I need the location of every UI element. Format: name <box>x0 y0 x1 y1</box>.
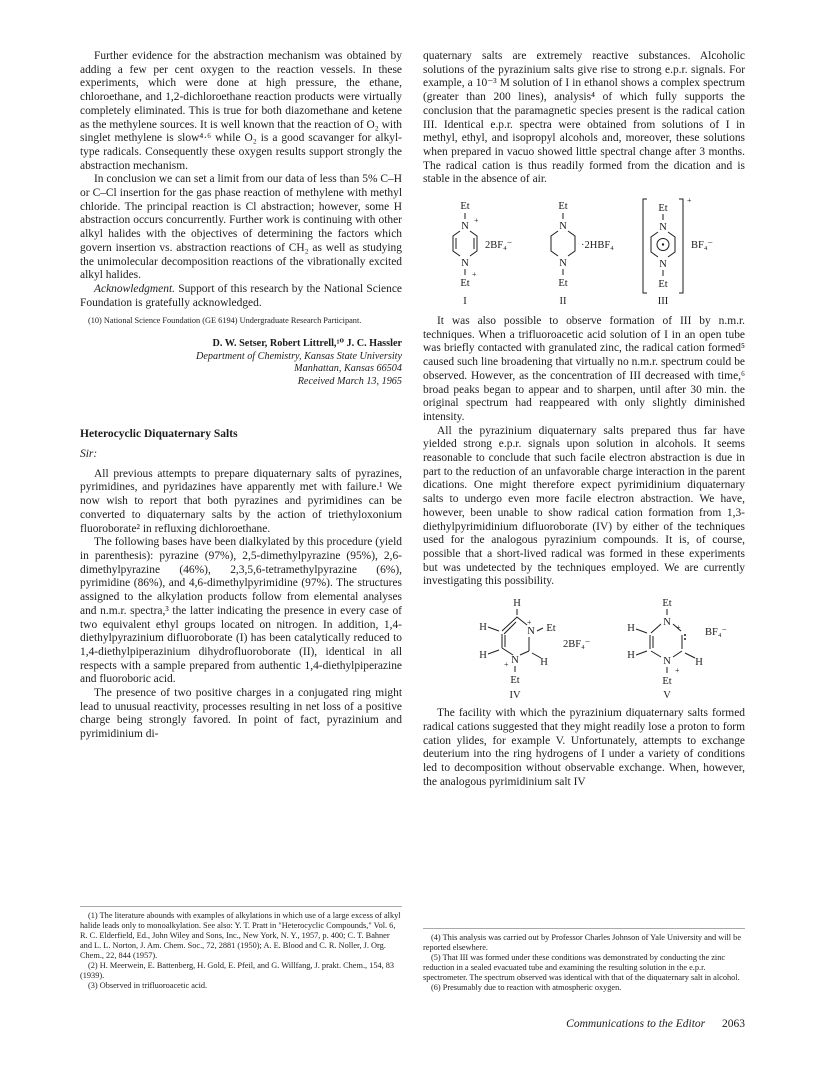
footnote: (6) Presumably due to reaction with atmospheric oxygen. <box>431 983 622 992</box>
svg-text:H: H <box>627 650 635 662</box>
svg-text:Et: Et <box>510 675 520 687</box>
svg-text:N: N <box>559 258 567 270</box>
svg-text:BF₄⁻: BF₄⁻ <box>705 627 728 639</box>
paragraph: Further evidence for the abstraction mechanism was obtained by adding a few per cent oxygen to the reaction vessels. In these experiments, which were done at high pressure, the ethane, chloroethane, and 1,2-dichloroethane reaction products were virtually completely eliminated. This is true for both diazomethane and ketene as the methylene sources. It is well known that the reaction of O₂ with singlet methylene is slow⁴·⁶ while O₂ is a good scavanger for alkyl-type radicals. Consequently these oxygen results support strongly the abstraction mechanism. <box>80 50 402 172</box>
svg-text:Et: Et <box>558 201 568 213</box>
svg-text:+: + <box>675 666 680 676</box>
affiliation: Department of Chemistry, Kansas State University <box>196 350 402 362</box>
right-footnotes <box>423 928 745 993</box>
svg-text:I: I <box>463 296 467 308</box>
svg-text:Et: Et <box>460 278 470 290</box>
structures-figure-2 <box>423 595 745 703</box>
structures-figure-1 <box>423 193 745 311</box>
svg-text:Et: Et <box>658 279 668 291</box>
svg-text:N: N <box>663 617 671 629</box>
svg-text:H: H <box>479 650 487 662</box>
svg-text:+: + <box>676 623 681 633</box>
svg-text:H: H <box>695 657 703 669</box>
svg-text:·2HBF₄: ·2HBF₄ <box>581 240 614 252</box>
svg-text:N: N <box>663 656 671 668</box>
svg-text:III: III <box>657 296 669 308</box>
svg-text:Et: Et <box>558 278 568 290</box>
structure-IV <box>479 598 590 701</box>
footnote: (2) H. Meerwein, E. Battenberg, H. Gold, E. Pfeil, and G. Willfang, J. prakt. Chem., 154, 83 (1939). <box>80 961 395 980</box>
footnote: (10) National Science Foundation (GE 6194) Undergraduate Research Participant. <box>88 316 362 326</box>
svg-text:+: + <box>474 216 479 226</box>
svg-text:N: N <box>659 222 667 234</box>
svg-text:+: + <box>687 196 692 206</box>
footnote: (1) The literature abounds with examples of alkylations in which use of a large excess of alkyl halide leads only to monoalkylation. See also: Y. T. Pratt in "Heterocyclic Compounds," Vol. 6, R. C. Elderfield, Ed., John Wiley and Sons, Inc., New York, N. Y., 1957, p. 400; C. T. Bahner and L. L. Norton, J. Am. Chem. Soc., 72, 2881 (1950); A. E. Blood and C. R. Noller, J. Org. Chem., 22, 844 (1957). <box>80 911 401 960</box>
acknowledgment <box>80 283 402 310</box>
footnote: (4) This analysis was carried out by Professor Charles Johnson of Yale University and will be reported elsewhere. <box>423 933 742 952</box>
affiliation-city: Manhattan, Kansas 66504 <box>294 363 402 375</box>
paragraph: quaternary salts are extremely reactive substances. Alcoholic solutions of the pyrazinium salts give rise to strong e.p.r. signals. For example, a 10⁻³ M solution of I in ethanol shows a complex spectrum (greater than 200 lines), analysis⁴ of which fully supports the conclusion that the paramagnetic species present is the radical cation III. Identical e.p.r. spectra were obtained from solutions of I in methyl, ethyl, and isopropyl alcohols and, moreover, these solutions when prepared in vacuo showed little spectral change after 3 months. The radical cation is thus readily formed from the dication and is stable in the absence of air. <box>423 50 745 186</box>
svg-text:N: N <box>659 259 667 271</box>
structure-V <box>627 598 727 701</box>
paragraph: The facility with which the pyrazinium diquaternary salts formed radical cations suggested that they might readily lose a proton to form cation ylides, for example V. Unfortunately, attempts to exchange deuterium into the ring hydrogens of I under a variety of conditions led to decomposition without observable exchange. When, however, the analogous pyrimidinium salt IV <box>423 707 745 788</box>
paragraph: All previous attempts to prepare diquaternary salts of pyrazines, pyrimidines, and pyridazines have apparently met with failure.¹ We now wish to report that both pyrazines and pyrimidines can be converted to diquaternary salts by the action of triethyloxonium fluoroborate² in refluxing dichloroethane. <box>80 467 402 535</box>
svg-text:II: II <box>559 296 567 308</box>
left-footnotes <box>80 906 402 991</box>
svg-text:N: N <box>527 626 535 638</box>
svg-text:Et: Et <box>460 201 470 213</box>
section-title: Heterocyclic Diquaternary Salts <box>80 428 238 441</box>
salutation: Sir: <box>80 448 98 461</box>
authors: D. W. Setser, Robert Littrell,¹⁰ J. C. Hassler <box>212 338 402 350</box>
left-column <box>80 50 402 742</box>
journal-section-title: Communications to the Editor <box>566 1018 706 1030</box>
svg-text:H: H <box>513 598 521 610</box>
paragraph: In conclusion we can set a limit from our data of less than 5% C–H or C–Cl insertion for the gas phase reaction of methylene with methyl chloride. The principal reaction is Cl abstraction; however, some H abstraction occurs concurrently. Further work is continuing with other alkyl halides with the objectives of determining the factors which govern insertion vs. abstraction reactions of CH₂ as well as studying the unimolecular decomposition reactions of the vibrationally excited alkyl halides. <box>80 173 402 282</box>
svg-text:Et: Et <box>546 623 556 635</box>
svg-text:+: + <box>504 660 509 670</box>
structure-III <box>643 196 713 307</box>
footnote: (5) That III was formed under these conditions was demonstrated by conducting the zinc reduction in a sealed evacuated tube and examining the resulting solution in the e.p.r. spectrometer. The spectrum observed was identical with that of the diquaternary salt in alcohol. <box>423 953 740 982</box>
acknowledgment-text: Support of this research by the National Science Foundation is gratefully acknowledged. <box>80 282 402 309</box>
footnote: (3) Observed in trifluoroacetic acid. <box>88 981 208 990</box>
page-footer <box>566 1018 745 1030</box>
svg-text:N: N <box>511 655 519 667</box>
svg-text:Et: Et <box>662 676 672 688</box>
svg-text:+: + <box>527 618 532 628</box>
received-date: Received March 13, 1965 <box>297 375 402 387</box>
svg-text:IV: IV <box>509 690 521 702</box>
acknowledgment-label: Acknowledgment. <box>94 282 175 295</box>
svg-text:N: N <box>461 221 469 233</box>
paragraph: The following bases have been dialkylated by this procedure (yield in parenthesis): pyrazine (97%), 2,5-dimethylpyrazine (95%), 2,6-dimethylpyrazine (46%), 2,3,5,6-tetramethylpyrazine (6%), pyrimidine (86%), and 4,6-dimethylpyrimidine (97%). The structures assigned to the alkylation products follow from elemental analyses and n.m.r. spectra,³ the latter indicating the presence in every case of two equivalent ethyl groups located on nitrogen. In addition, 1,4-diethylpyrazinium difluoroborate (I) has been catalytically reduced to 1,4-diethylpiperazinium dihydrofluoroborate (II), identical in all respects with a sample prepared from authentic 1,4-diethylpiperazine and fluoroboric acid. <box>80 536 402 686</box>
svg-text:2BF₄⁻: 2BF₄⁻ <box>563 639 591 651</box>
svg-text:V: V <box>663 690 671 702</box>
svg-text:N: N <box>461 258 469 270</box>
svg-text:Et: Et <box>658 203 668 215</box>
svg-text:H: H <box>540 657 548 669</box>
paragraph: It was also possible to observe formation of III by n.m.r. techniques. When a trifluoroacetic acid solution of I in an open tube was briefly contacted with granulated zinc, the radical cation formed⁵ caused such line broadening that virtually no n.m.r. spectrum could be observed. However, as the concentration of III decreased with time,⁶ broad peaks began to appear and to sharpen, until after 30 min. the original spectrum had reappeared with only slightly diminished intensity. <box>423 315 745 423</box>
svg-text:H: H <box>479 622 487 634</box>
structure-II <box>551 201 614 307</box>
author-block <box>80 338 402 388</box>
page-number: 2063 <box>722 1018 745 1030</box>
svg-text:Et: Et <box>662 598 672 610</box>
right-column <box>423 50 745 789</box>
svg-text:H: H <box>627 623 635 635</box>
svg-text:2BF₄⁻: 2BF₄⁻ <box>485 240 513 252</box>
svg-text:+: + <box>472 270 477 280</box>
paragraph: All the pyrazinium diquaternary salts prepared thus far have yielded strong e.p.r. signals upon solution in alcohols. It seems reasonable to conclude that such facile electron abstraction is due in part to the reduction of an unfavorable charge interaction in the parent dications. One might therefore expect pyrimidinium diquaternary salts to undergo even more facile electron abstraction. We have, however, been unable to show radical cation formation from 1,3-diethylpyrimidinium difluoroborate (IV) by either of the techniques used for the analogous pyrazinium compounds. It is, of course, possible that a short-lived radical was formed in these experiments but was undetected by the techniques employed. We are currently investigating this possibility. <box>423 424 745 588</box>
paragraph: The presence of two positive charges in a conjugated ring might lead to unusual reactivity, processes resulting in net loss of a positive charge being strongly favored. In point of fact, pyrazinium and pyrimidinium di- <box>80 687 402 741</box>
svg-text:N: N <box>559 221 567 233</box>
structure-I <box>453 201 512 307</box>
svg-text:BF₄⁻: BF₄⁻ <box>691 240 714 252</box>
